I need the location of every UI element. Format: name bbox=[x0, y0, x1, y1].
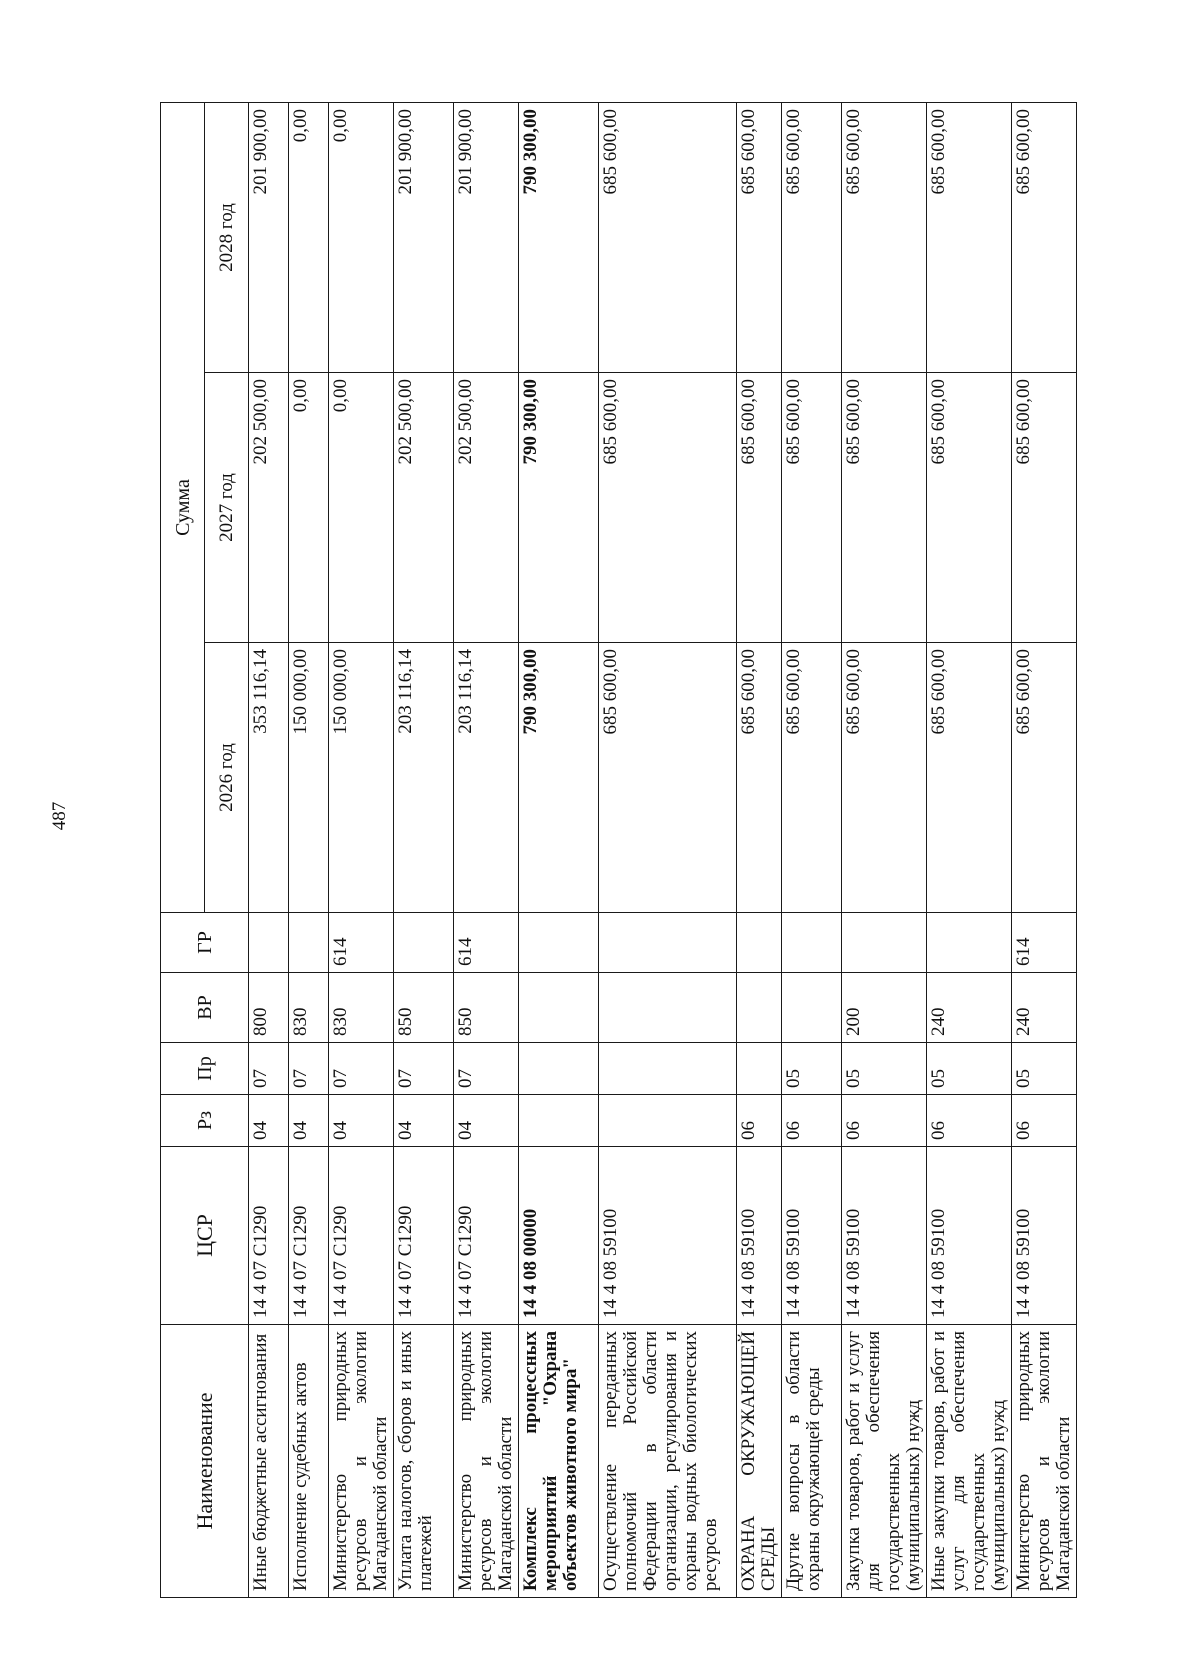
header-pr: Пр bbox=[161, 1043, 249, 1095]
row-sum-2026-cell: 685 600,00 bbox=[599, 643, 737, 913]
row-vr-cell: 830 bbox=[289, 973, 329, 1043]
row-sum-2028-cell: 201 900,00 bbox=[394, 102, 454, 372]
row-gr-cell bbox=[927, 913, 1012, 973]
row-csr-cell: 14 4 07 С1290 bbox=[454, 1147, 519, 1325]
row-rz-cell: 04 bbox=[249, 1095, 289, 1147]
row-csr-cell: 14 4 08 59100 bbox=[782, 1147, 842, 1325]
row-csr-cell: 14 4 08 59100 bbox=[842, 1147, 927, 1325]
row-vr-cell: 200 bbox=[842, 973, 927, 1043]
row-name-cell: Уплата налогов, сборов и иных платежей bbox=[394, 1325, 454, 1598]
header-year-2028: 2028 год bbox=[205, 102, 249, 372]
row-csr-cell: 14 4 08 59100 bbox=[1012, 1147, 1077, 1325]
row-name-cell: Исполнение судебных актов bbox=[289, 1325, 329, 1598]
row-rz-cell: 06 bbox=[927, 1095, 1012, 1147]
row-sum-2026-cell: 203 116,14 bbox=[394, 643, 454, 913]
row-sum-2028-cell: 790 300,00 bbox=[519, 102, 599, 372]
row-sum-2028-cell: 685 600,00 bbox=[1012, 102, 1077, 372]
table-row bbox=[394, 102, 454, 1597]
row-rz-cell: 06 bbox=[842, 1095, 927, 1147]
row-pr-cell: 05 bbox=[927, 1043, 1012, 1095]
header-year-2027: 2027 год bbox=[205, 373, 249, 643]
row-sum-2027-cell: 202 500,00 bbox=[249, 373, 289, 643]
row-sum-2028-cell: 685 600,00 bbox=[927, 102, 1012, 372]
row-rz-cell: 06 bbox=[782, 1095, 842, 1147]
row-vr-cell: 240 bbox=[927, 973, 1012, 1043]
row-csr-cell: 14 4 08 00000 bbox=[519, 1147, 599, 1325]
row-sum-2027-cell: 685 600,00 bbox=[1012, 373, 1077, 643]
table-row bbox=[1012, 102, 1077, 1597]
row-rz-cell: 04 bbox=[289, 1095, 329, 1147]
row-sum-2026-cell: 685 600,00 bbox=[927, 643, 1012, 913]
row-gr-cell bbox=[394, 913, 454, 973]
row-vr-cell: 850 bbox=[454, 973, 519, 1043]
row-sum-2028-cell: 0,00 bbox=[329, 102, 394, 372]
row-sum-2028-cell: 685 600,00 bbox=[842, 102, 927, 372]
row-pr-cell: 07 bbox=[454, 1043, 519, 1095]
row-vr-cell bbox=[519, 973, 599, 1043]
row-gr-cell bbox=[782, 913, 842, 973]
table-row bbox=[249, 102, 289, 1597]
table-row bbox=[519, 102, 599, 1597]
row-gr-cell bbox=[842, 913, 927, 973]
row-gr-cell: 614 bbox=[454, 913, 519, 973]
row-csr-cell: 14 4 07 С1290 bbox=[394, 1147, 454, 1325]
row-name-cell: Министерство природных ресурсов и экологии Магаданской области bbox=[454, 1325, 519, 1598]
table-body bbox=[249, 102, 1077, 1597]
row-sum-2027-cell: 685 600,00 bbox=[927, 373, 1012, 643]
row-name-cell: Министерство природных ресурсов и экологии Магаданской области bbox=[1012, 1325, 1077, 1598]
row-vr-cell bbox=[737, 973, 782, 1043]
row-sum-2026-cell: 353 116,14 bbox=[249, 643, 289, 913]
row-sum-2026-cell: 685 600,00 bbox=[842, 643, 927, 913]
row-sum-2026-cell: 790 300,00 bbox=[519, 643, 599, 913]
row-name-cell: Иные бюджетные ассигнования bbox=[249, 1325, 289, 1598]
table-row bbox=[927, 102, 1012, 1597]
row-csr-cell: 14 4 07 С1290 bbox=[329, 1147, 394, 1325]
row-rz-cell: 04 bbox=[394, 1095, 454, 1147]
row-rz-cell: 04 bbox=[454, 1095, 519, 1147]
row-sum-2026-cell: 685 600,00 bbox=[1012, 643, 1077, 913]
row-vr-cell: 800 bbox=[249, 973, 289, 1043]
header-name: Наименование bbox=[161, 1325, 249, 1598]
row-gr-cell: 614 bbox=[1012, 913, 1077, 973]
table-row bbox=[454, 102, 519, 1597]
row-gr-cell: 614 bbox=[329, 913, 394, 973]
row-sum-2028-cell: 685 600,00 bbox=[782, 102, 842, 372]
row-sum-2026-cell: 150 000,00 bbox=[289, 643, 329, 913]
table-row bbox=[782, 102, 842, 1597]
row-pr-cell bbox=[519, 1043, 599, 1095]
row-rz-cell bbox=[519, 1095, 599, 1147]
row-sum-2027-cell: 685 600,00 bbox=[842, 373, 927, 643]
header-sum: Сумма bbox=[161, 102, 205, 912]
row-rz-cell bbox=[599, 1095, 737, 1147]
row-sum-2028-cell: 685 600,00 bbox=[599, 102, 737, 372]
row-gr-cell bbox=[737, 913, 782, 973]
table-row bbox=[599, 102, 737, 1597]
row-pr-cell: 07 bbox=[329, 1043, 394, 1095]
row-vr-cell bbox=[599, 973, 737, 1043]
row-sum-2027-cell: 0,00 bbox=[329, 373, 394, 643]
row-csr-cell: 14 4 08 59100 bbox=[737, 1147, 782, 1325]
row-name-cell: Осуществление переданных полномочий Российской Федерации в области организации, регулирования и охраны водных биологических ресурсов bbox=[599, 1325, 737, 1598]
row-pr-cell: 07 bbox=[289, 1043, 329, 1095]
row-sum-2028-cell: 201 900,00 bbox=[249, 102, 289, 372]
row-pr-cell: 07 bbox=[249, 1043, 289, 1095]
table-row bbox=[737, 102, 782, 1597]
row-name-cell: Комплекс процессных мероприятий "Охрана объектов животного мира" bbox=[519, 1325, 599, 1598]
page-number: 487 bbox=[49, 801, 70, 831]
row-name-cell: Закупка товаров, работ и услуг для обеспечения государственных (муниципальных) нужд bbox=[842, 1325, 927, 1598]
row-csr-cell: 14 4 07 С1290 bbox=[289, 1147, 329, 1325]
row-sum-2027-cell: 202 500,00 bbox=[394, 373, 454, 643]
row-gr-cell bbox=[519, 913, 599, 973]
budget-table bbox=[160, 102, 1077, 1598]
row-gr-cell bbox=[289, 913, 329, 973]
row-sum-2028-cell: 0,00 bbox=[289, 102, 329, 372]
row-name-cell: Другие вопросы в области охраны окружающей среды bbox=[782, 1325, 842, 1598]
row-gr-cell bbox=[599, 913, 737, 973]
row-csr-cell: 14 4 08 59100 bbox=[599, 1147, 737, 1325]
row-pr-cell bbox=[737, 1043, 782, 1095]
table-row bbox=[842, 102, 927, 1597]
row-gr-cell bbox=[249, 913, 289, 973]
row-sum-2028-cell: 685 600,00 bbox=[737, 102, 782, 372]
row-sum-2027-cell: 685 600,00 bbox=[737, 373, 782, 643]
table-row bbox=[329, 102, 394, 1597]
row-csr-cell: 14 4 08 59100 bbox=[927, 1147, 1012, 1325]
row-pr-cell: 05 bbox=[782, 1043, 842, 1095]
row-rz-cell: 04 bbox=[329, 1095, 394, 1147]
row-sum-2027-cell: 790 300,00 bbox=[519, 373, 599, 643]
row-pr-cell: 07 bbox=[394, 1043, 454, 1095]
row-sum-2026-cell: 150 000,00 bbox=[329, 643, 394, 913]
row-sum-2027-cell: 0,00 bbox=[289, 373, 329, 643]
header-gr: ГР bbox=[161, 913, 249, 973]
row-vr-cell bbox=[782, 973, 842, 1043]
row-vr-cell: 830 bbox=[329, 973, 394, 1043]
row-vr-cell: 240 bbox=[1012, 973, 1077, 1043]
row-sum-2028-cell: 201 900,00 bbox=[454, 102, 519, 372]
row-sum-2027-cell: 202 500,00 bbox=[454, 373, 519, 643]
row-pr-cell: 05 bbox=[842, 1043, 927, 1095]
row-sum-2026-cell: 203 116,14 bbox=[454, 643, 519, 913]
row-pr-cell: 05 bbox=[1012, 1043, 1077, 1095]
row-sum-2027-cell: 685 600,00 bbox=[782, 373, 842, 643]
row-name-cell: Министерство природных ресурсов и экологии Магаданской области bbox=[329, 1325, 394, 1598]
row-sum-2027-cell: 685 600,00 bbox=[599, 373, 737, 643]
header-csr: ЦСР bbox=[161, 1147, 249, 1325]
row-rz-cell: 06 bbox=[737, 1095, 782, 1147]
header-vr: ВР bbox=[161, 973, 249, 1043]
row-pr-cell bbox=[599, 1043, 737, 1095]
row-csr-cell: 14 4 07 С1290 bbox=[249, 1147, 289, 1325]
row-sum-2026-cell: 685 600,00 bbox=[737, 643, 782, 913]
rotated-table-container bbox=[160, 103, 1074, 1598]
row-name-cell: ОХРАНА ОКРУЖАЮЩЕЙ СРЕДЫ bbox=[737, 1325, 782, 1598]
table-row bbox=[289, 102, 329, 1597]
row-sum-2026-cell: 685 600,00 bbox=[782, 643, 842, 913]
row-name-cell: Иные закупки товаров, работ и услуг для обеспечения государственных (муниципальных) нужд bbox=[927, 1325, 1012, 1598]
header-year-2026: 2026 год bbox=[205, 643, 249, 913]
row-vr-cell: 850 bbox=[394, 973, 454, 1043]
header-rz: Рз bbox=[161, 1095, 249, 1147]
row-rz-cell: 06 bbox=[1012, 1095, 1077, 1147]
